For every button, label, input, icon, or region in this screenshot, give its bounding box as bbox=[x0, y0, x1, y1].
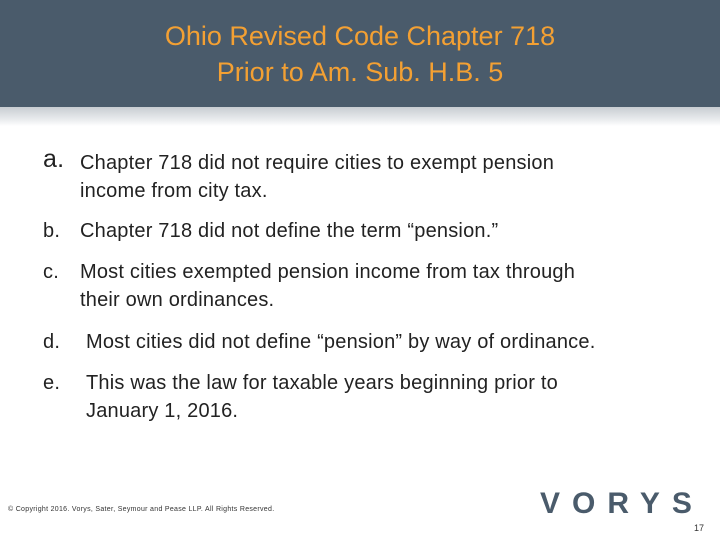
list-marker: d. bbox=[43, 331, 61, 353]
list-item-text-continued: their own ordinances. bbox=[80, 289, 275, 311]
slide-title bbox=[0, 18, 720, 90]
list-item-text: Chapter 718 did not require cities to exempt pension bbox=[80, 152, 555, 174]
list-item-text: This was the law for taxable years beginning prior to bbox=[86, 372, 558, 394]
list-item-c bbox=[43, 258, 575, 314]
list-marker: b. bbox=[43, 220, 61, 242]
list-item-text: Chapter 718 did not define the term “pension.” bbox=[80, 220, 499, 242]
list-item-b bbox=[43, 217, 498, 245]
list-item-a bbox=[43, 145, 555, 205]
list-item-text-continued: January 1, 2016. bbox=[86, 400, 239, 422]
list-marker: e. bbox=[43, 372, 61, 394]
header-divider bbox=[0, 107, 720, 126]
slide-title-line-2: Prior to Am. Sub. H.B. 5 bbox=[216, 57, 504, 87]
slide-title-line-1: Ohio Revised Code Chapter 718 bbox=[164, 21, 556, 51]
copyright-notice: © Copyright 2016. Vorys, Sater, Seymour and Pease LLP. All Rights Reserved. bbox=[8, 506, 275, 513]
list-item-text: Most cities exempted pension income from tax through bbox=[80, 261, 576, 283]
page-number: 17 bbox=[693, 523, 704, 533]
list-item-text-continued: income from city tax. bbox=[80, 180, 268, 202]
vorys-logo: VORYS bbox=[540, 487, 704, 520]
list-marker: c. bbox=[43, 261, 59, 283]
list-item-e bbox=[43, 369, 558, 425]
list-item-d bbox=[43, 328, 595, 356]
header-band bbox=[0, 0, 720, 107]
list-item-text: Most cities did not define “pension” by way of ordinance. bbox=[86, 331, 596, 353]
list-marker: a. bbox=[43, 145, 65, 173]
